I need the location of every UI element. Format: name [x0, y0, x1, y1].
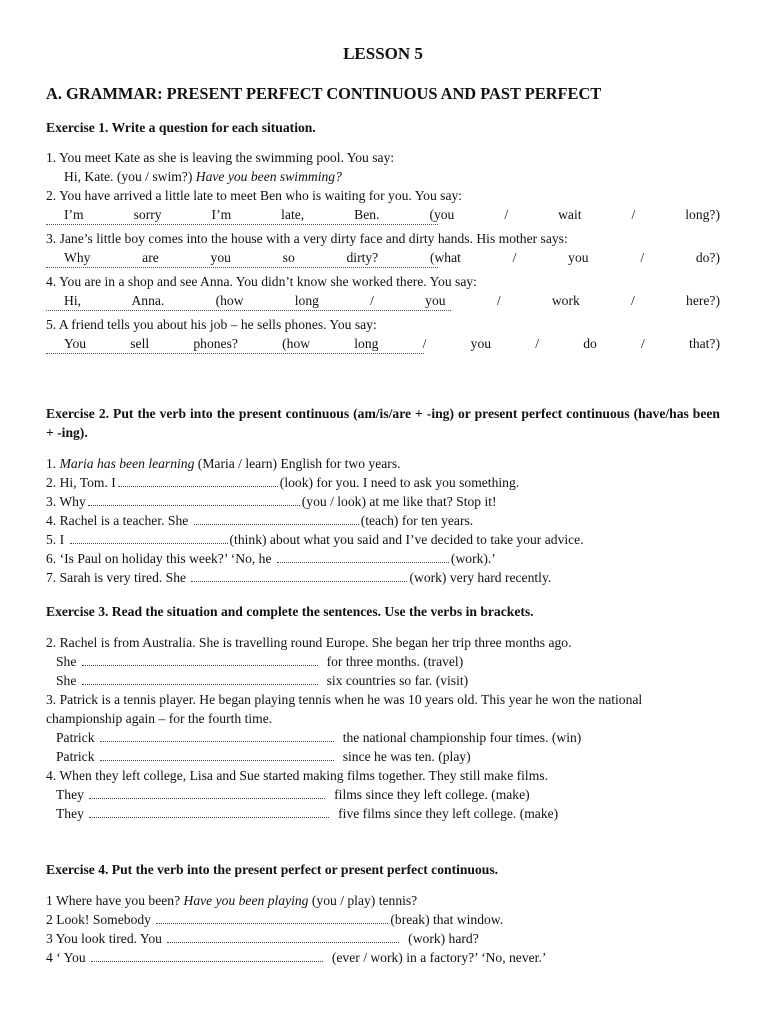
ex2-s5: 5. I (think) about what you said and I’ve decided to take your advice. [46, 532, 584, 547]
ex4-s3: 3 You look tired. You (work) hard? [46, 931, 479, 946]
ex2-s4-blank[interactable] [194, 516, 359, 525]
exercise-2-title: Exercise 2. Put the verb into the present continuous (am/is/are + -ing) or present perfect continuous (have/has been + -ing). [46, 406, 720, 440]
ex2-s6-blank[interactable] [277, 554, 449, 563]
lesson-title: LESSON 5 [343, 44, 423, 63]
exercise-4 [46, 860, 720, 967]
exercise-2 [46, 404, 720, 587]
ex2-s1: 1. Maria has been learning (Maria / learn) English for two years. [46, 456, 401, 471]
ex2-s5-blank[interactable] [70, 535, 228, 544]
exercise-4-title: Exercise 4. Put the verb into the present perfect or present perfect continuous. [46, 862, 499, 877]
ex3-q4a-blank[interactable] [89, 790, 325, 799]
ex1-q4-situation: 4. You are in a shop and see Anna. You didn’t know she worked there. You say: [46, 274, 477, 289]
ex4-s2-blank[interactable] [156, 915, 388, 924]
ex3-q2-situation: 2. Rachel is from Australia. She is travelling round Europe. She began her trip three months ago. [46, 635, 572, 650]
ex4-s3-blank[interactable] [167, 934, 399, 943]
exercise-3-title: Exercise 3. Read the situation and complete the sentences. Use the verbs in brackets. [46, 604, 534, 619]
ex4-s2: 2 Look! Somebody (break) that window. [46, 912, 504, 927]
ex1-q3-prompt: Why are you so dirty? (what / you / do?) [64, 250, 720, 265]
ex1-q3-situation: 3. Jane’s little boy comes into the house with a very dirty face and dirty hands. His mother says: [46, 231, 568, 246]
ex1-q4-prompt: Hi, Anna. (how long / you / work / here?) [64, 293, 720, 308]
ex2-s2-blank[interactable] [118, 478, 278, 487]
ex1-q5-situation: 5. A friend tells you about his job – he sells phones. You say: [46, 317, 377, 332]
exercise-1 [46, 118, 720, 358]
ex2-s3: 3. Why (you / look) at me like that? Stop it! [46, 494, 497, 509]
ex1-q5-prompt: You sell phones? (how long / you / do / that?) [64, 336, 720, 351]
exercise-3 [46, 602, 720, 823]
ex2-s7: 7. Sarah is very tired. She (work) very hard recently. [46, 570, 552, 585]
ex3-q4b-blank[interactable] [89, 809, 329, 818]
exercise-1-title: Exercise 1. Write a question for each situation. [46, 120, 316, 135]
ex3-q2b: She six countries so far. (visit) [56, 673, 469, 688]
ex1-q2-situation: 2. You have arrived a little late to meet Ben who is waiting for you. You say: [46, 188, 463, 203]
ex3-q4-situation: 4. When they left college, Lisa and Sue started making films together. They still make films. [46, 768, 548, 783]
ex3-q4b: They five films since they left college. (make) [56, 806, 559, 821]
ex4-s1-example-answer: Have you been playing [183, 893, 309, 908]
ex3-q3-situation-line1: 3. Patrick is a tennis player. He began playing tennis when he was 10 years old. This year he won the national [46, 692, 643, 707]
ex3-q3a: Patrick the national championship four times. (win) [56, 730, 582, 745]
ex2-s6: 6. ‘Is Paul on holiday this week?’ ‘No, he (work).’ [46, 551, 496, 566]
ex2-s1-example-answer: Maria has been learning [59, 456, 195, 471]
ex3-q2a-blank[interactable] [82, 657, 318, 666]
ex2-s2: 2. Hi, Tom. I (look) for you. I need to ask you something. [46, 475, 520, 490]
section-heading: A. GRAMMAR: PRESENT PERFECT CONTINUOUS AND PAST PERFECT [46, 84, 602, 103]
ex2-s4: 4. Rachel is a teacher. She (teach) for ten years. [46, 513, 474, 528]
ex3-q3b-blank[interactable] [100, 752, 334, 761]
ex2-s3-blank[interactable] [88, 497, 300, 506]
ex4-s1: 1 Where have you been? Have you been playing (you / play) tennis? [46, 893, 418, 908]
ex1-q2-prompt: I’m sorry I’m late, Ben. (you / wait / long?) [64, 207, 720, 222]
ex4-s4: 4 ‘ You (ever / work) in a factory?’ ‘No, never.’ [46, 950, 547, 965]
ex1-q1-prompt: Hi, Kate. (you / swim?) Have you been swimming? [64, 169, 342, 184]
ex2-s7-blank[interactable] [191, 573, 407, 582]
ex3-q3-situation-line2: championship again – for the fourth time. [46, 711, 273, 726]
ex3-q3b: Patrick since he was ten. (play) [56, 749, 471, 764]
ex3-q4a: They films since they left college. (make) [56, 787, 530, 802]
ex3-q2b-blank[interactable] [82, 676, 318, 685]
ex4-s4-blank[interactable] [91, 953, 323, 962]
ex1-q1-example-answer: Have you been swimming? [195, 169, 342, 184]
ex1-q1-situation: 1. You meet Kate as she is leaving the swimming pool. You say: [46, 150, 395, 165]
ex3-q2a: She for three months. (travel) [56, 654, 464, 669]
ex3-q3a-blank[interactable] [100, 733, 334, 742]
